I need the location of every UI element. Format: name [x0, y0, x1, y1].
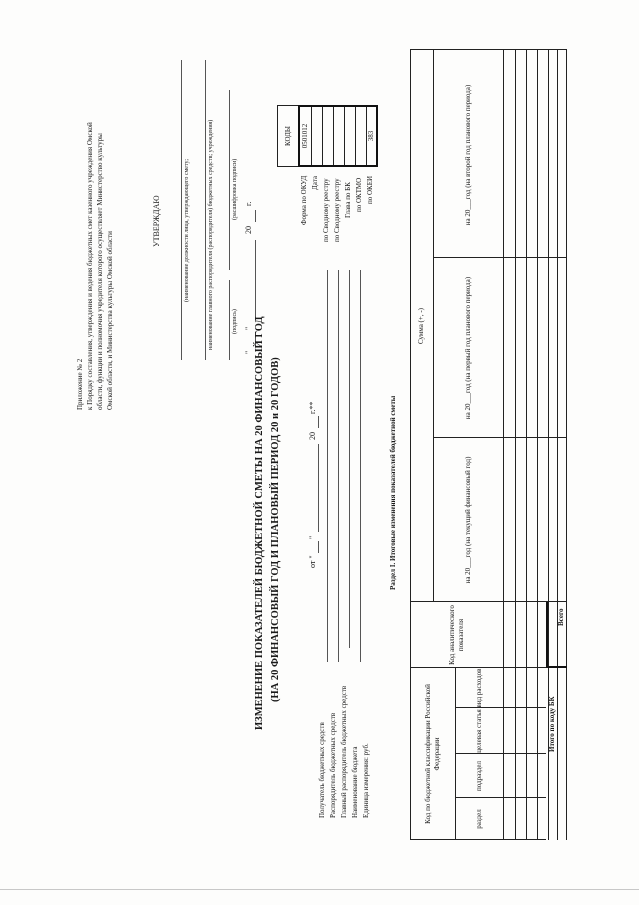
page-edge-line [0, 889, 639, 890]
col-section: раздел [474, 809, 483, 829]
form-year-line [318, 416, 319, 428]
approval-title: УТВЕРЖДАЮ [152, 195, 161, 247]
col-plan-year-1: на 20___год (на первый год планового периода) [463, 276, 472, 420]
field-recipient: Получатель бюджетных средств [318, 722, 326, 818]
approval-date-quote-close: " [244, 326, 253, 330]
field-manager-line [338, 270, 339, 662]
decoding-caption: (расшифровка подписи) [232, 158, 238, 220]
codes-header: КОДЫ [283, 125, 292, 147]
rotated-form [15, 0, 615, 880]
form-year: 20 [308, 432, 317, 440]
approval-month-line [255, 240, 256, 320]
approval-line-1 [181, 60, 182, 360]
col-plan-year-2: на 20___год (на второй год планового периода) [463, 84, 472, 226]
code-value-okei: 383 [366, 130, 375, 142]
col-subsection: подраздел [474, 761, 483, 792]
decoding-line [229, 90, 230, 270]
signature-caption: (подпись) [232, 309, 238, 334]
form-month-line [318, 444, 319, 532]
approval-year-line [255, 210, 256, 222]
field-chief-manager: Главный распорядитель бюджетных средств [340, 685, 348, 818]
approval-date-quote-open: " [244, 350, 253, 354]
code-label-registry-1: по Сводному реестру [322, 178, 330, 242]
field-budget-name: Наименование бюджета [351, 746, 359, 818]
form-date-quote: " [308, 535, 317, 539]
approval-caption-position: (наименование должности лица, утверждающего смету; [184, 158, 190, 302]
code-label-okud: Форма по ОКУД [300, 175, 308, 225]
field-unit: Единица измерения: руб. [362, 743, 370, 818]
codes-values-box [298, 105, 378, 167]
appendix-line-4: Омской области, и Министерства культуры Омской области [106, 231, 114, 410]
code-label-date: Дата [311, 176, 319, 190]
field-chief-manager-line [349, 270, 350, 648]
appendix-line-3: области, функции и полномочия учредителя которого осуществляет Министерство культуры [96, 133, 104, 410]
section-1-title: Раздел I. Итоговые изменения показателей бюджетной сметы [389, 395, 397, 590]
field-recipient-line [327, 270, 328, 662]
code-label-oktmo: по ОКТМО [355, 177, 363, 212]
approval-year-suffix: г. [244, 201, 253, 206]
field-manager: Распорядитель бюджетных средств [329, 712, 337, 818]
sum-header: Сумма (+, -) [417, 308, 426, 345]
code-label-chapter: Глава по БК [344, 182, 352, 218]
col-current-year: на 20___год (на текущий финансовый год) [463, 456, 472, 584]
form-title-line-1: ИЗМЕНЕНИЕ ПОКАЗАТЕЛЕЙ БЮДЖЕТНОЙ СМЕТЫ НА 20 ФИНАНСОВЫЙ ГОД [254, 316, 265, 730]
approval-line-2 [205, 60, 206, 360]
col-expense-type: вид расходов [474, 668, 483, 708]
appendix-line-2: к Порядку составления, утверждения и ведения бюджетных смет казенного учреждения Омской [86, 122, 94, 410]
code-value-okud: 0501012 [301, 123, 310, 149]
codes-header-cell [277, 105, 299, 167]
kbk-group-header: Код по бюджетной классификации Российской Федерации [424, 684, 441, 824]
field-budget-name-line [360, 270, 361, 662]
form-date-from: от " [308, 555, 317, 568]
code-label-okei: по ОКЕИ [366, 175, 374, 204]
form-title-line-2: (НА 20 ФИНАНСОВЫЙ ГОД И ПЛАНОВЫЙ ПЕРИОД 20 и 20 ГОДОВ) [270, 357, 281, 702]
form-year-suffix: г.** [308, 401, 317, 414]
appendix-line-1: Приложение № 2 [76, 358, 84, 410]
signature-line [229, 280, 230, 360]
approval-year: 20 [244, 226, 253, 234]
total-kbk-label: Итого по коду БК [548, 696, 556, 752]
grand-total-label: Всего [557, 608, 565, 626]
col-analytic-code: Код аналитического показателя [448, 605, 465, 665]
col-target-article: целевая статья [474, 709, 483, 753]
code-label-registry-2: по Сводному реестру [333, 178, 341, 242]
approval-caption-org: наименование главного распорядителя (распорядителя) бюджетных средств; учреждения) [208, 119, 214, 350]
form-day-line [318, 541, 319, 553]
